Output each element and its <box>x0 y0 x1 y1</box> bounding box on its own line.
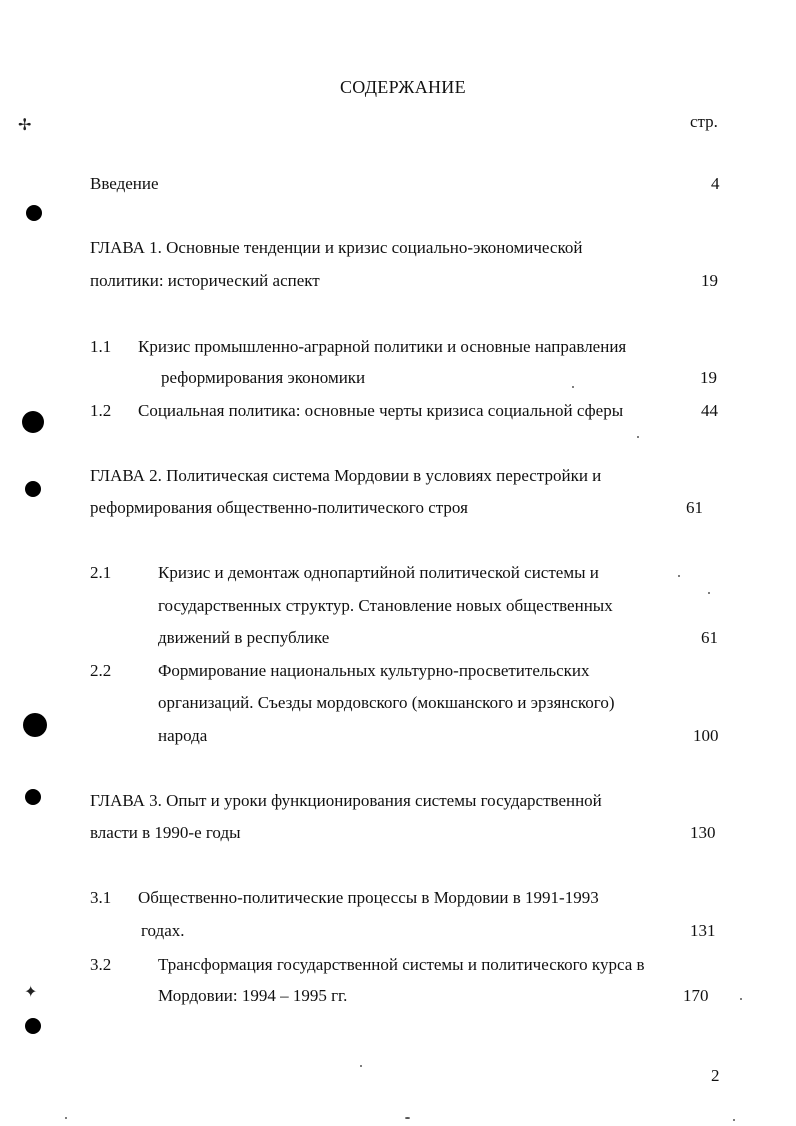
speck <box>637 436 639 438</box>
toc-intro-label: Введение <box>90 174 159 193</box>
toc-section-2-1-page: 61 <box>701 628 718 647</box>
toc-section-2-2-number: 2.2 <box>90 661 112 680</box>
toc-section-2-2-line3: народа <box>158 726 208 745</box>
toc-section-3-1-line2: годах. <box>141 921 185 940</box>
page-column-label: стр. <box>690 112 718 131</box>
binder-hole-4 <box>23 713 47 737</box>
toc-section-2-1-line2: государственных структур. Становление новых общественных <box>158 596 613 615</box>
speck <box>733 1119 735 1121</box>
speck <box>678 575 680 577</box>
toc-section-1-1-line1: Кризис промышленно-аграрной политики и основные направления <box>138 337 627 356</box>
toc-chapter2-line1: ГЛАВА 2. Политическая система Мордовии в условиях перестройки и <box>90 466 602 485</box>
toc-section-3-2-line2: Мордовии: 1994 – 1995 гг. <box>158 986 348 1005</box>
binder-hole-6 <box>25 1018 41 1034</box>
toc-section-1-1-page: 19 <box>700 368 717 387</box>
toc-section-1-2-number: 1.2 <box>90 401 112 420</box>
toc-section-2-2-line2: организаций. Съезды мордовского (мокшанского и эрзянского) <box>158 693 615 712</box>
speck <box>740 998 742 1000</box>
toc-chapter3-page: 130 <box>690 823 716 842</box>
toc-chapter3-line2: власти в 1990-е годы <box>90 823 241 842</box>
toc-section-3-2-line1: Трансформация государственной системы и политического курса в <box>158 955 645 974</box>
toc-chapter3-line1: ГЛАВА 3. Опыт и уроки функционирования системы государственной <box>90 791 602 810</box>
page-number: 2 <box>711 1066 720 1085</box>
speck <box>405 1117 410 1119</box>
toc-section-3-2-page: 170 <box>683 986 709 1005</box>
speck <box>65 1117 67 1119</box>
margin-mark-bottom: ✦ <box>24 984 38 1001</box>
toc-section-3-1-line1: Общественно-политические процессы в Мордовии в 1991-1993 <box>138 888 599 907</box>
toc-section-1-1-number: 1.1 <box>90 337 112 356</box>
toc-intro-page: 4 <box>711 174 720 193</box>
toc-section-2-1-number: 2.1 <box>90 563 112 582</box>
page-title: СОДЕРЖАНИЕ <box>340 77 466 97</box>
toc-section-2-2-line1: Формирование национальных культурно-просветительских <box>158 661 590 680</box>
toc-chapter1-line2: политики: исторический аспект <box>90 271 320 290</box>
binder-hole-2 <box>22 411 44 433</box>
toc-section-1-1-line2: реформирования экономики <box>161 368 366 387</box>
toc-section-3-1-page: 131 <box>690 921 716 940</box>
binder-hole-1 <box>26 205 42 221</box>
margin-mark-top: ✢ <box>18 117 32 134</box>
toc-chapter2-page: 61 <box>686 498 703 517</box>
toc-chapter1-line1: ГЛАВА 1. Основные тенденции и кризис социально-экономической <box>90 238 583 257</box>
binder-hole-3 <box>25 481 41 497</box>
toc-chapter1-page: 19 <box>701 271 718 290</box>
toc-section-1-2-page: 44 <box>701 401 718 420</box>
toc-section-3-1-number: 3.1 <box>90 888 112 907</box>
toc-section-3-2-number: 3.2 <box>90 955 112 974</box>
binder-hole-5 <box>25 789 41 805</box>
speck <box>360 1065 362 1067</box>
toc-section-2-1-line1: Кризис и демонтаж однопартийной политической системы и <box>158 563 599 582</box>
speck <box>708 592 710 594</box>
toc-section-2-1-line3: движений в республике <box>158 628 330 647</box>
toc-section-1-2-line1: Социальная политика: основные черты кризиса социальной сферы <box>138 401 624 420</box>
toc-chapter2-line2: реформирования общественно-политического строя <box>90 498 468 517</box>
toc-section-2-2-page: 100 <box>693 726 719 745</box>
speck <box>572 386 574 388</box>
